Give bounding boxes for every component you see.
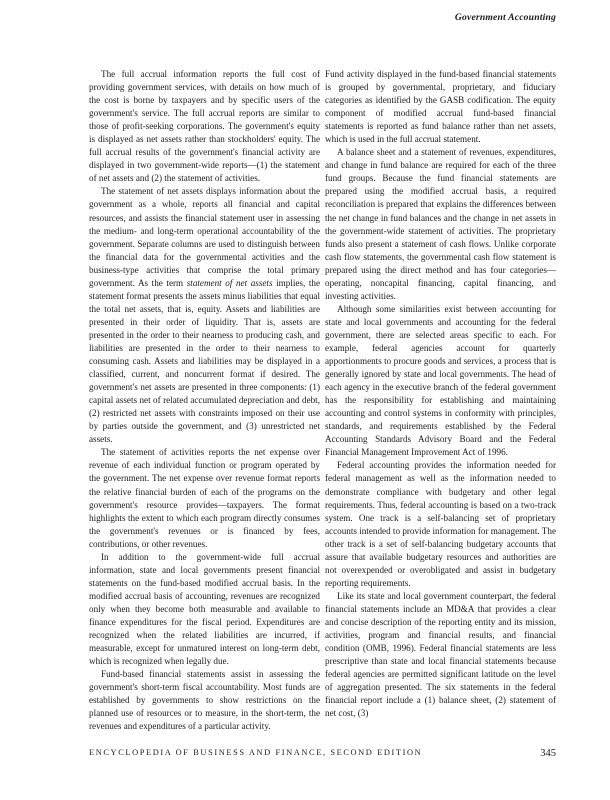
- right-column: [325, 68, 556, 720]
- paragraph: The statement of activities reports the net expense over revenue of each individual function or program operated by the government. The net expense over revenue format reports the relative financial burden of each of the programs on the government's resource provides—taxpayers. The format highlights the extent to which each program directly consumes the government's revenues or is financed by fees, contributions, or other revenues.: [89, 447, 320, 549]
- paragraph-text: The statement of net assets displays information about the government as a whole, reports all financial and capital resources, and assists the financial statement user in assessing the medium- and long-term operational accountability of the government. Separate columns are used to distinguish between the financial data for the governmental activities and the business-type activities that comprise the total primary government. As the term: [89, 186, 320, 288]
- paragraph: Federal accounting provides the information needed for federal management as well as the information needed to demonstrate compliance with budgetary and other legal requirements. Thus, federal accounting is based on a two-track system. One track is a self-balancing set of proprietary accounts intended to provide information for management. The other track is a set of self-balancing budgetary accounts that assure that available budgetary resources and authorities are not overexpended or overobligated and assist in budgetary reporting requirements.: [325, 460, 556, 588]
- paragraph: The full accrual information reports the full cost of providing government services, with details on how much of the cost is borne by taxpayers and by specific users of the government's service. The full accrual reports are similar to those of profit-seeking corporations. The government's equity is displayed as net assets rather than stockholders' equity. The full accrual results of the government's financial activity are displayed in two government-wide reports—(1) the statement of net assets and (2) the statement of activities.: [89, 69, 320, 184]
- paragraph: Like its state and local government counterpart, the federal financial statements include an MD&A that provides a clear and concise description of the reporting entity and its mission, activities, program and financial results, and financial condition (OMB, 1996). Federal financial statements are less prescriptive than state and local financial statements because federal agencies are permitted significant latitude on the level of aggregation presented. The six statements in the federal financial report include a (1) balance sheet, (2) statement of net cost, (3): [325, 590, 556, 719]
- paragraph: Fund-based financial statements assist in assessing the government's short-term fiscal accountability. Most funds are established by governments to show restrictions on the planned use of resources or to measure, in the short-term, the revenues and expenditures of a particular activity.: [89, 669, 320, 732]
- page-number: 345: [540, 748, 556, 759]
- paragraph-text: implies, the statement format presents the assets minus liabilities that equal the total net assets, that is, equity. Assets and liabilities are presented in their order of liquidity. That is, assets are presented in the order to their nearness to producing cash, and liabilities are presented in the order to their nearness to consuming cash. Assets and liabilities may be displayed in a classified, current, and noncurrent format if desired. The government's net assets are presented in three components: (1) capital assets net of related accumulated depreciation and debt, (2) restricted net assets with constraints imposed on their use by parties outside the government, and (3) unrestricted net assets.: [89, 277, 321, 445]
- paragraph: Fund activity displayed in the fund-based financial statements is grouped by governmental, proprietary, and fiduciary categories as identified by the GASB codification. The equity component of modified accrual fund-based financial statements is reported as fund balance rather than net assets, which is used in the full accrual statement.: [325, 69, 556, 145]
- paragraph: [89, 185, 320, 446]
- running-head: Government Accounting: [454, 12, 556, 23]
- page-footer: [89, 748, 556, 757]
- left-column: [89, 68, 320, 733]
- italic-term: statement of net assets: [186, 277, 273, 288]
- paragraph: A balance sheet and a statement of revenues, expenditures, and change in fund balance are required for each of the three fund groups. Because the fund financial statements are prepared using the modified accrual basis, a required reconciliation is prepared that explains the differences between the net change in fund balances and the change in net assets in the government-wide statement of activities. The proprietary funds also present a statement of cash flows. Unlike corporate cash flow statements, the governmental cash flow statement is prepared using the direct method and has four categories—operating, noncapital financing, capital financing, and investing activities.: [325, 147, 556, 301]
- book-title: ENCYCLOPEDIA OF BUSINESS AND FINANCE, SECOND EDITION: [89, 748, 423, 757]
- paragraph: In addition to the government-wide full accrual information, state and local governments present financial statements on the fund-based modified accrual basis. In the modified accrual basis of accounting, revenues are recognized only when they become both measurable and available to finance expenditures for the fiscal period. Expenditures are recognized when the related liabilities are incurred, if measurable, except for unmatured interest on long-term debt, which is recognized when legally due.: [89, 551, 320, 667]
- paragraph: Although some similarities exist between accounting for state and local governments and accounting for the federal government, there are selected areas specific to each. For example, federal agencies account for quarterly apportionments to procure goods and services, a process that is generally ignored by state and local governments. The head of each agency in the executive branch of the federal government has the responsibility for establishing and maintaining accounting and control systems in conformity with principles, standards, and requirements established by the Federal Accounting Standards Advisory Board and the Federal Financial Management Improvement Act of 1996.: [325, 303, 556, 458]
